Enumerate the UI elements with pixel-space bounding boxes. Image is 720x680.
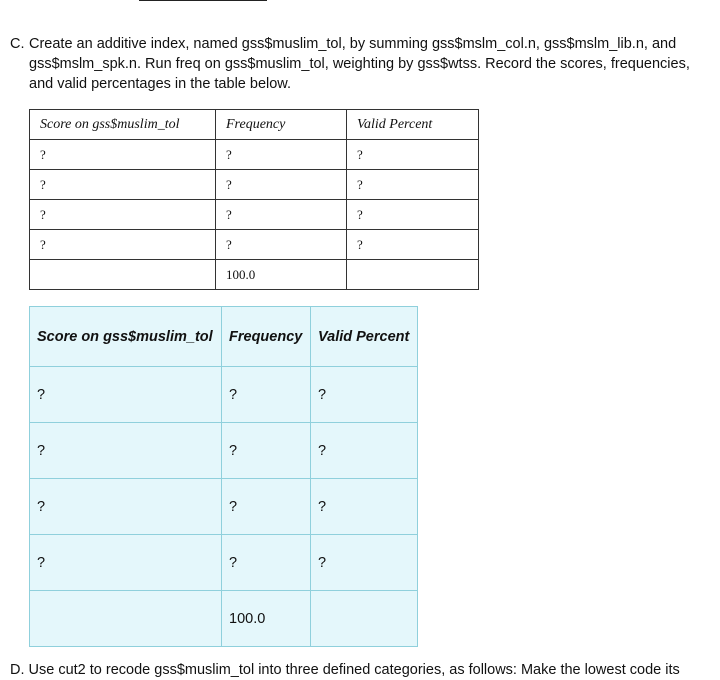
answer-table-plain [29,109,479,290]
cell-frequency[interactable]: ? [216,200,347,230]
table-header-row [30,307,418,367]
top-rule [139,0,267,1]
cell-score[interactable]: ? [30,367,222,423]
header-score: Score on gss$muslim_tol [30,110,216,140]
cell-frequency-total: 100.0 [222,591,311,647]
table-header-row [30,110,479,140]
table-row [30,535,418,591]
cell-valid-percent[interactable]: ? [311,423,418,479]
cell-frequency[interactable]: ? [222,535,311,591]
header-frequency: Frequency [216,110,347,140]
cell-frequency[interactable]: ? [222,423,311,479]
question-d-text: D. Use cut2 to recode gss$muslim_tol into three defined categories, as follows: Make the lowest code its [10,662,680,678]
cell-score[interactable]: ? [30,423,222,479]
cell-score[interactable]: ? [30,140,216,170]
cell-frequency[interactable]: ? [222,367,311,423]
table-row [30,367,418,423]
header-frequency: Frequency [222,307,311,367]
table-row [30,200,479,230]
cell-valid-percent[interactable]: ? [311,535,418,591]
cell-score [30,260,216,290]
cell-valid-percent[interactable]: ? [347,170,479,200]
question-c-letter: C. [10,36,25,52]
answer-table-highlighted [29,306,418,647]
cell-score [30,591,222,647]
cell-frequency-total: 100.0 [216,260,347,290]
cell-frequency[interactable]: ? [222,479,311,535]
cell-score[interactable]: ? [30,535,222,591]
cell-score[interactable]: ? [30,479,222,535]
cell-valid-percent [347,260,479,290]
table-total-row [30,591,418,647]
table-row [30,479,418,535]
table-total-row [30,260,479,290]
cell-valid-percent [311,591,418,647]
table-row [30,230,479,260]
cell-valid-percent[interactable]: ? [347,200,479,230]
cell-valid-percent[interactable]: ? [347,230,479,260]
cell-frequency[interactable]: ? [216,170,347,200]
header-valid-percent: Valid Percent [311,307,418,367]
cell-score[interactable]: ? [30,200,216,230]
cell-score[interactable]: ? [30,230,216,260]
cell-frequency[interactable]: ? [216,230,347,260]
header-score: Score on gss$muslim_tol [30,307,222,367]
cell-valid-percent[interactable]: ? [311,479,418,535]
cell-valid-percent[interactable]: ? [311,367,418,423]
question-c-text: Create an additive index, named gss$muslim_tol, by summing gss$mslm_col.n, gss$mslm_lib.n, and gss$mslm_spk.n. Run freq on gss$muslim_tol, weighting by gss$wtss. Record the scores, frequencies, and valid percentages in the table below. [29,36,690,92]
question-c [10,34,715,94]
cell-score[interactable]: ? [30,170,216,200]
table-row [30,423,418,479]
cell-frequency[interactable]: ? [216,140,347,170]
cell-valid-percent[interactable]: ? [347,140,479,170]
table-row [30,170,479,200]
table-row [30,140,479,170]
header-valid-percent: Valid Percent [347,110,479,140]
